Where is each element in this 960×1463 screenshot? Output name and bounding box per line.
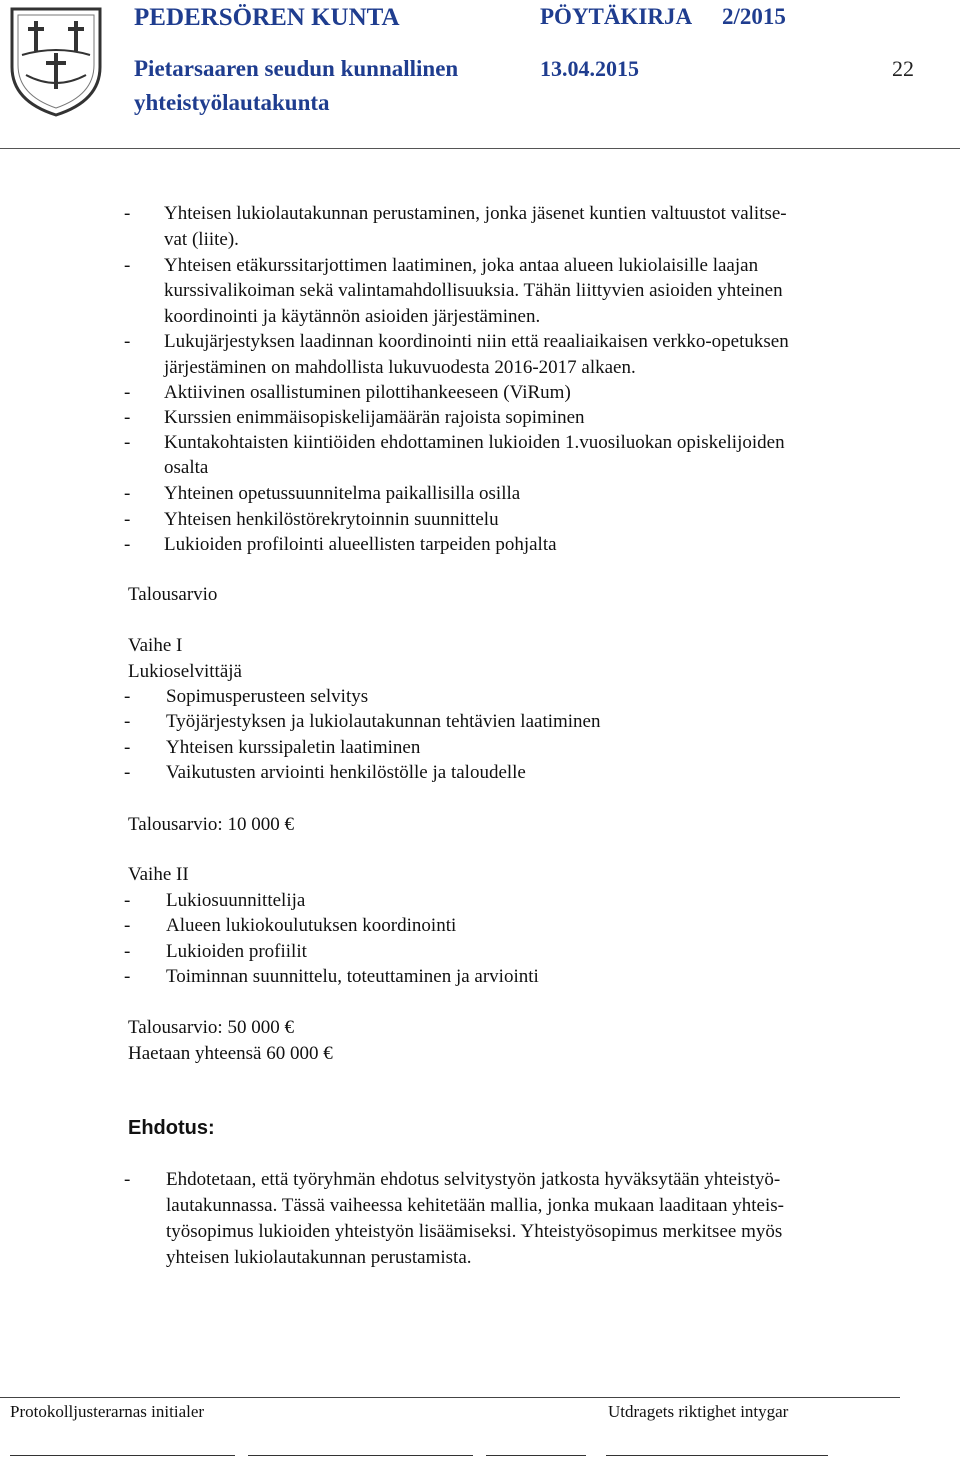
list-bullet: - bbox=[124, 737, 131, 758]
phase2-item: Lukioiden profiilit bbox=[166, 941, 307, 962]
list-bullet: - bbox=[124, 203, 131, 224]
phase2-budget: Talousarvio: 50 000 € bbox=[128, 1017, 294, 1038]
list-bullet: - bbox=[124, 382, 131, 403]
org-subtitle-line1: Pietarsaaren seudun kunnallinen bbox=[134, 56, 459, 81]
list-bullet: - bbox=[124, 1169, 131, 1190]
signature-line bbox=[248, 1455, 473, 1456]
phase1-item: Vaikutusten arviointi henkilöstölle ja taloudelle bbox=[166, 762, 526, 783]
list-bullet: - bbox=[124, 331, 131, 352]
phase1-item: Sopimusperusteen selvitys bbox=[166, 686, 369, 707]
phase1-item: Yhteisen kurssipaletin laatiminen bbox=[166, 737, 421, 758]
phase2-item: Alueen lukiokoulutuksen koordinointi bbox=[166, 915, 457, 936]
certification-label: Utdragets riktighet intygar bbox=[608, 1402, 789, 1421]
budget-heading: Talousarvio bbox=[128, 584, 218, 605]
phase1-role: Lukioselvittäjä bbox=[128, 661, 242, 682]
list-bullet: - bbox=[124, 407, 131, 428]
list-bullet: - bbox=[124, 534, 131, 555]
list-item-line: Lukujärjestyksen laadinnan koordinointi niin että reaaliaikaisen verkko-opetuksen bbox=[164, 331, 789, 352]
list-item-line: Yhteisen lukiolautakunnan perustaminen, jonka jäsenet kuntien valtuustot valitse- bbox=[164, 203, 787, 224]
signature-line bbox=[10, 1455, 235, 1456]
list-item-line: Yhteinen opetussuunnitelma paikallisilla osilla bbox=[164, 483, 521, 504]
proposal-line: lautakunnassa. Tässä vaiheessa kehitetään mallia, jonka mukaan laaditaan yhteis- bbox=[166, 1195, 784, 1216]
phase2-item: Lukiosuunnittelija bbox=[166, 890, 306, 911]
org-subtitle-line2: yhteistyölautakunta bbox=[134, 90, 330, 115]
list-item-line: Lukioiden profilointi alueellisten tarpeiden pohjalta bbox=[164, 534, 557, 555]
list-bullet: - bbox=[124, 432, 131, 453]
list-bullet: - bbox=[124, 711, 131, 732]
document-type: PÖYTÄKIRJA bbox=[540, 4, 693, 29]
proposal-line: yhteisen lukiolautakunnan perustamista. bbox=[166, 1247, 472, 1268]
phase2-title: Vaihe II bbox=[128, 864, 189, 885]
document-number: 2/2015 bbox=[722, 4, 786, 29]
phase1-title: Vaihe I bbox=[128, 635, 183, 656]
list-item-line: Yhteisen henkilöstörekrytoinnin suunnittelu bbox=[164, 509, 499, 530]
list-bullet: - bbox=[124, 483, 131, 504]
list-bullet: - bbox=[124, 890, 131, 911]
list-item-line: vat (liite). bbox=[164, 229, 239, 250]
municipality-crest-icon bbox=[8, 5, 104, 117]
footer-divider bbox=[0, 1397, 900, 1398]
list-bullet: - bbox=[124, 686, 131, 707]
list-item-line: kurssivalikoiman sekä valintamahdollisuuksia. Tähän liittyvien asioiden yhteinen bbox=[164, 280, 783, 301]
list-bullet: - bbox=[124, 509, 131, 530]
proposal-line: Ehdotetaan, että työryhmän ehdotus selvitystyön jatkosta hyväksytään yhteistyö- bbox=[166, 1169, 781, 1190]
proposal-line: työsopimus lukioiden yhteistyön lisäämiseksi. Yhteistyösopimus merkitsee myös bbox=[166, 1221, 783, 1242]
phase1-item: Työjärjestyksen ja lukiolautakunnan tehtävien laatiminen bbox=[166, 711, 601, 732]
page-number: 22 bbox=[892, 56, 914, 81]
list-bullet: - bbox=[124, 966, 131, 987]
list-item-line: koordinointi ja käytännön asioiden järjestäminen. bbox=[164, 306, 541, 327]
signature-line bbox=[606, 1455, 828, 1456]
list-item-line: järjestäminen on mahdollista lukuvuodesta 2016-2017 alkaen. bbox=[164, 357, 636, 378]
document-date: 13.04.2015 bbox=[540, 56, 639, 81]
phase2-item: Toiminnan suunnittelu, toteuttaminen ja arviointi bbox=[166, 966, 539, 987]
list-item-line: Yhteisen etäkurssitarjottimen laatiminen, joka antaa alueen lukiolaisille laajan bbox=[164, 255, 759, 276]
total-request: Haetaan yhteensä 60 000 € bbox=[128, 1043, 333, 1064]
initials-label: Protokolljusterarnas initialer bbox=[10, 1402, 205, 1421]
list-bullet: - bbox=[124, 255, 131, 276]
phase1-budget: Talousarvio: 10 000 € bbox=[128, 814, 294, 835]
list-item-line: Aktiivinen osallistuminen pilottihankeeseen (ViRum) bbox=[164, 382, 571, 403]
org-name: PEDERSÖREN KUNTA bbox=[134, 4, 400, 31]
list-item-line: osalta bbox=[164, 457, 209, 478]
signature-line bbox=[486, 1455, 586, 1456]
header-divider bbox=[0, 148, 960, 149]
list-item-line: Kurssien enimmäisopiskelijamäärän rajoista sopiminen bbox=[164, 407, 585, 428]
list-item-line: Kuntakohtaisten kiintiöiden ehdottaminen lukioiden 1.vuosiluokan opiskelijoiden bbox=[164, 432, 785, 453]
proposal-heading: Ehdotus: bbox=[128, 1117, 215, 1139]
list-bullet: - bbox=[124, 941, 131, 962]
list-bullet: - bbox=[124, 762, 131, 783]
list-bullet: - bbox=[124, 915, 131, 936]
